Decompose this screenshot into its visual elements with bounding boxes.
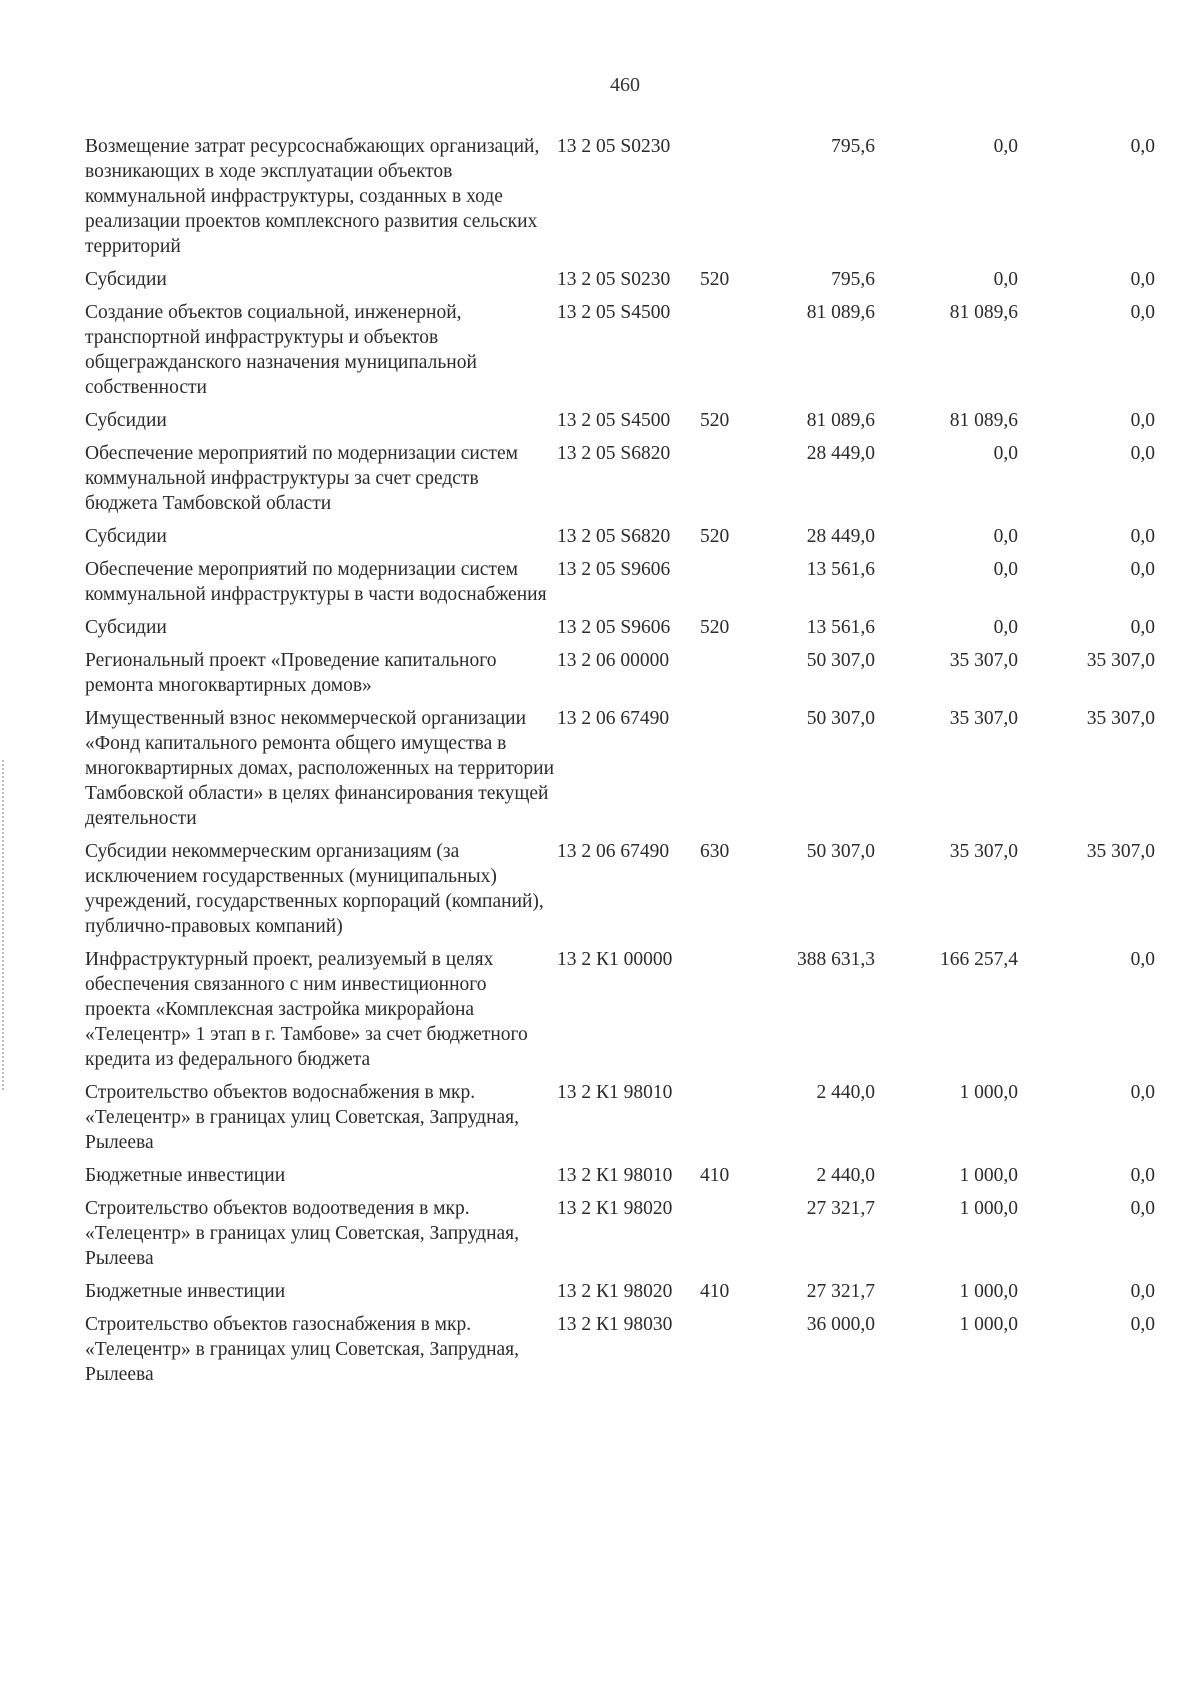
row-name: Обеспечение мероприятий по модернизации систем коммунальной инфраструктуры за счет средств бюджета Тамбовской области (85, 443, 518, 514)
page-number: 460 (610, 74, 640, 96)
row-code: 13 2 05 S9606 (557, 559, 671, 580)
row-code: 13 2 06 67490 (557, 841, 670, 862)
table-row (85, 1312, 1155, 1395)
row-value-2023: 795,6 (831, 269, 875, 290)
row-type: 410 (700, 1165, 730, 1186)
row-code: 13 2 05 S4500 (557, 302, 671, 323)
row-value-2025: 0,0 (1130, 1314, 1155, 1335)
table-row (85, 1080, 1155, 1163)
row-value-2025: 0,0 (1130, 1165, 1155, 1186)
row-value-2025: 0,0 (1130, 1281, 1155, 1302)
row-value-2025: 0,0 (1130, 949, 1155, 970)
row-value-2023: 2 440,0 (816, 1082, 875, 1103)
table-row (85, 1163, 1155, 1196)
row-value-2023: 50 307,0 (806, 650, 875, 671)
row-value-2023: 81 089,6 (806, 302, 875, 323)
row-code: 13 2 К1 98020 (557, 1198, 673, 1219)
row-type (695, 706, 765, 839)
row-value-2024: 81 089,6 (949, 302, 1018, 323)
row-name: Субсидии (85, 410, 167, 431)
table-row (85, 408, 1155, 441)
row-code: 13 2 К1 98010 (557, 1082, 673, 1103)
row-name: Субсидии (85, 269, 167, 290)
row-value-2024: 1 000,0 (959, 1082, 1018, 1103)
table-row (85, 615, 1155, 648)
row-type (695, 947, 765, 1080)
table-body (85, 134, 1155, 1395)
row-code: 13 2 К1 98010 (557, 1165, 673, 1186)
row-name: Инфраструктурный проект, реализуемый в целях обеспечения связанного с ним инвестиционного проекта «Комплексная застройка микрорайона «Телецентр» 1 этап в г. Тамбове» за счет бюджетного кредита из федерального бюджета (85, 949, 528, 1070)
row-value-2024: 35 307,0 (949, 708, 1018, 729)
table-row (85, 300, 1155, 408)
table-row (85, 706, 1155, 839)
row-type (695, 441, 765, 524)
row-value-2023: 795,6 (831, 136, 875, 157)
row-value-2024: 81 089,6 (949, 410, 1018, 431)
row-value-2025: 0,0 (1130, 1198, 1155, 1219)
row-value-2023: 27 321,7 (806, 1281, 875, 1302)
row-value-2025: 35 307,0 (1086, 650, 1155, 671)
row-type: 520 (700, 410, 730, 431)
row-value-2023: 28 449,0 (806, 443, 875, 464)
row-value-2024: 1 000,0 (959, 1281, 1018, 1302)
row-name: Строительство объектов водоснабжения в мкр. «Телецентр» в границах улиц Советская, Запрудная, Рылеева (85, 1082, 520, 1153)
row-value-2024: 166 257,4 (940, 949, 1018, 970)
row-type (695, 557, 765, 615)
row-code: 13 2 К1 98020 (557, 1281, 673, 1302)
table-row (85, 524, 1155, 557)
row-value-2025: 0,0 (1130, 526, 1155, 547)
row-name: Строительство объектов газоснабжения в мкр. «Телецентр» в границах улиц Советская, Запрудная, Рылеева (85, 1314, 520, 1385)
table-row (85, 947, 1155, 1080)
table-row (85, 557, 1155, 615)
scan-edge-marks (2, 760, 7, 1090)
row-type (695, 300, 765, 408)
row-code: 13 2 К1 98030 (557, 1314, 673, 1335)
row-value-2024: 35 307,0 (949, 841, 1018, 862)
row-value-2023: 81 089,6 (806, 410, 875, 431)
row-name: Обеспечение мероприятий по модернизации систем коммунальной инфраструктуры в части водоснабжения (85, 559, 547, 605)
row-value-2024: 0,0 (993, 617, 1018, 638)
row-value-2024: 0,0 (993, 136, 1018, 157)
row-value-2025: 0,0 (1130, 269, 1155, 290)
row-value-2025: 0,0 (1130, 559, 1155, 580)
row-type: 630 (700, 841, 730, 862)
row-value-2023: 388 631,3 (797, 949, 875, 970)
row-type (695, 1312, 765, 1395)
row-code: 13 2 05 S9606 (557, 617, 671, 638)
row-name: Возмещение затрат ресурсоснабжающих организаций, возникающих в ходе эксплуатации объектов коммунальной инфраструктуры, созданных в ходе реализации проектов комплексного развития сельских территорий (85, 136, 540, 257)
row-value-2023: 50 307,0 (806, 841, 875, 862)
row-value-2023: 13 561,6 (806, 617, 875, 638)
row-type (695, 1080, 765, 1163)
row-code: 13 2 05 S4500 (557, 410, 671, 431)
row-code: 13 2 06 67490 (557, 708, 670, 729)
row-value-2023: 27 321,7 (806, 1198, 875, 1219)
row-value-2024: 0,0 (993, 526, 1018, 547)
table-row (85, 1279, 1155, 1312)
row-type: 520 (700, 526, 730, 547)
row-value-2025: 0,0 (1130, 617, 1155, 638)
row-name: Бюджетные инвестиции (85, 1281, 286, 1302)
row-type (695, 134, 765, 267)
row-value-2024: 35 307,0 (949, 650, 1018, 671)
row-name: Субсидии (85, 526, 167, 547)
row-code: 13 2 05 S0230 (557, 136, 671, 157)
row-value-2023: 28 449,0 (806, 526, 875, 547)
row-name: Региональный проект «Проведение капитального ремонта многоквартирных домов» (85, 650, 497, 696)
row-value-2025: 0,0 (1130, 1082, 1155, 1103)
row-value-2023: 36 000,0 (806, 1314, 875, 1335)
row-value-2025: 0,0 (1130, 443, 1155, 464)
row-value-2025: 0,0 (1130, 410, 1155, 431)
row-value-2023: 2 440,0 (816, 1165, 875, 1186)
table-row (85, 441, 1155, 524)
row-type (695, 1196, 765, 1279)
row-type (695, 648, 765, 706)
row-value-2025: 0,0 (1130, 136, 1155, 157)
row-code: 13 2 05 S6820 (557, 443, 671, 464)
row-name: Субсидии (85, 617, 167, 638)
row-name: Субсидии некоммерческим организациям (за исключением государственных (муниципальных) учреждений, государственных корпораций (компаний), публично-правовых компаний) (85, 841, 544, 937)
row-value-2024: 1 000,0 (959, 1198, 1018, 1219)
row-value-2024: 0,0 (993, 443, 1018, 464)
budget-table (85, 134, 1155, 1395)
row-name: Имущественный взнос некоммерческой организации «Фонд капитального ремонта общего имущества в многоквартирных домах, расположенных на территории Тамбовской области» в целях финансирования текущей деятельности (85, 708, 555, 829)
row-value-2025: 0,0 (1130, 302, 1155, 323)
row-code: 13 2 06 00000 (557, 650, 670, 671)
row-code: 13 2 К1 00000 (557, 949, 673, 970)
row-value-2024: 1 000,0 (959, 1165, 1018, 1186)
row-value-2024: 0,0 (993, 269, 1018, 290)
row-name: Создание объектов социальной, инженерной, транспортной инфраструктуры и объектов общегражданского назначения муниципальной собственности (85, 302, 477, 398)
row-type: 410 (700, 1281, 730, 1302)
table-row (85, 1196, 1155, 1279)
table-row (85, 267, 1155, 300)
row-name: Бюджетные инвестиции (85, 1165, 286, 1186)
row-value-2024: 0,0 (993, 559, 1018, 580)
row-value-2025: 35 307,0 (1086, 841, 1155, 862)
row-name: Строительство объектов водоотведения в мкр. «Телецентр» в границах улиц Советская, Запрудная, Рылеева (85, 1198, 520, 1269)
row-code: 13 2 05 S6820 (557, 526, 671, 547)
row-code: 13 2 05 S0230 (557, 269, 671, 290)
row-value-2025: 35 307,0 (1086, 708, 1155, 729)
row-value-2023: 50 307,0 (806, 708, 875, 729)
row-value-2024: 1 000,0 (959, 1314, 1018, 1335)
row-value-2023: 13 561,6 (806, 559, 875, 580)
table-row (85, 839, 1155, 947)
table-row (85, 134, 1155, 267)
table-row (85, 648, 1155, 706)
row-type: 520 (700, 617, 730, 638)
row-type: 520 (700, 269, 730, 290)
